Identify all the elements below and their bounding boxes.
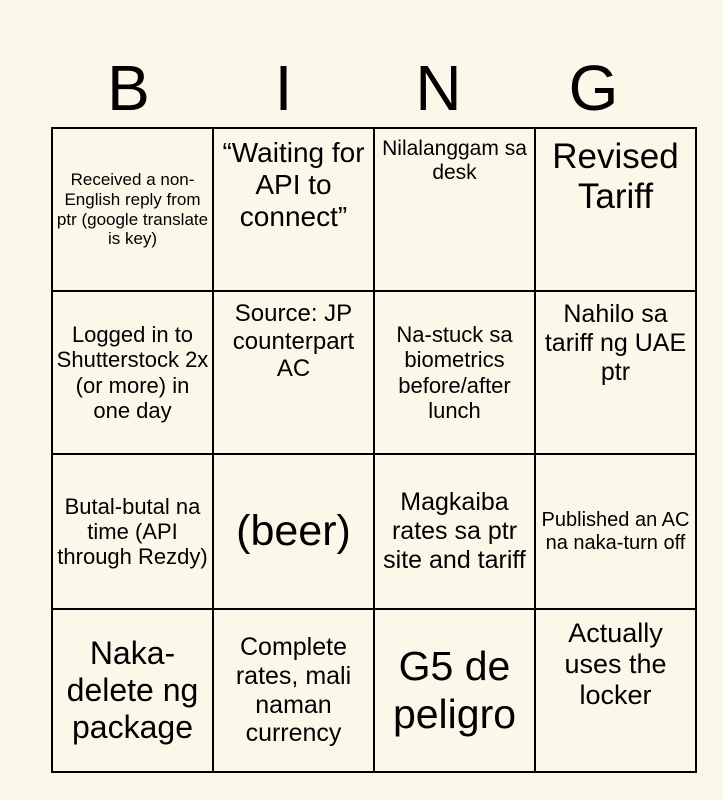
bingo-cell[interactable]: Magkaiba rates sa ptr site and tariff (374, 454, 535, 609)
bingo-cell[interactable]: Received a non-English reply from ptr (google translate is key) (52, 128, 213, 291)
bingo-cell[interactable]: G5 de peligro (374, 609, 535, 772)
bingo-row (52, 609, 696, 772)
bingo-header (51, 48, 671, 128)
bingo-cell[interactable]: Source: JP counterpart AC (213, 291, 374, 454)
bingo-cell-free[interactable]: (beer) (213, 454, 374, 609)
bingo-cell[interactable]: Butal-butal na time (API through Rezdy) (52, 454, 213, 609)
header-letter-i: I (274, 52, 293, 124)
bingo-cell[interactable]: Actually uses the locker (535, 609, 696, 772)
bingo-cell[interactable]: Na-stuck sa biometrics before/after lunch (374, 291, 535, 454)
header-letter-b: B (107, 52, 150, 124)
bingo-cell[interactable]: Logged in to Shutterstock 2x (or more) in one day (52, 291, 213, 454)
bingo-row (52, 291, 696, 454)
bingo-row (52, 128, 696, 291)
bingo-cell[interactable]: Revised Tariff (535, 128, 696, 291)
bingo-row (52, 454, 696, 609)
bingo-cell[interactable]: Nahilo sa tariff ng UAE ptr (535, 291, 696, 454)
header-letter-g: G (568, 52, 619, 124)
header-letter-n: N (415, 52, 462, 124)
bingo-card (51, 127, 697, 773)
bingo-cell[interactable]: Published an AC na naka-turn off (535, 454, 696, 609)
bingo-cell[interactable]: Naka-delete ng package (52, 609, 213, 772)
bingo-cell[interactable]: “Waiting for API to connect” (213, 128, 374, 291)
bingo-cell[interactable]: Complete rates, mali naman currency (213, 609, 374, 772)
bingo-cell[interactable]: Nilalanggam sa desk (374, 128, 535, 291)
